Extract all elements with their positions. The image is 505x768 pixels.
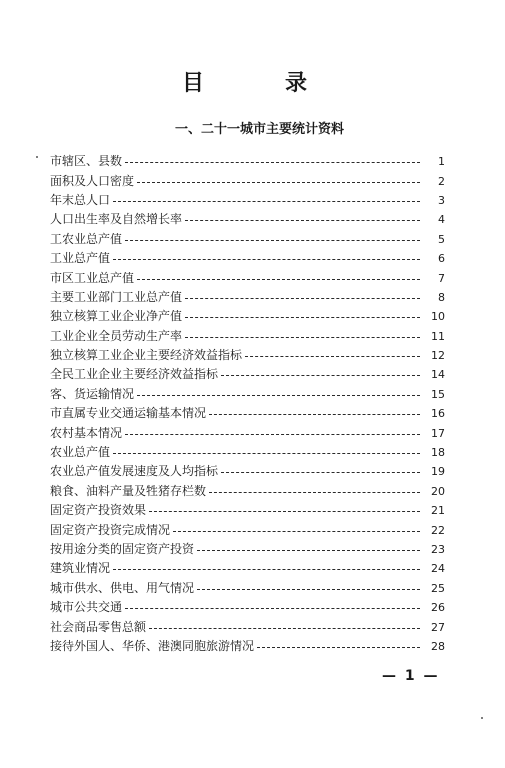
toc-dash-leader bbox=[113, 191, 420, 210]
toc-entry-label: 主要工业部门工业总产值 bbox=[50, 289, 183, 304]
table-of-contents bbox=[50, 152, 445, 656]
toc-entry bbox=[50, 501, 445, 520]
toc-dash-leader bbox=[125, 424, 420, 443]
toc-entry bbox=[50, 307, 445, 326]
toc-entry-label: 人口出生率及自然增长率 bbox=[50, 212, 183, 227]
toc-entry-page: 8 bbox=[438, 290, 445, 304]
toc-entry-label: 客、货运输情况 bbox=[50, 386, 135, 401]
toc-entry bbox=[50, 462, 445, 481]
toc-dash-leader bbox=[221, 365, 420, 384]
toc-entry bbox=[50, 520, 445, 539]
toc-entry-label: 工业总产值 bbox=[50, 251, 111, 266]
toc-entry-page: 25 bbox=[431, 581, 445, 595]
toc-entry bbox=[50, 171, 445, 190]
toc-entry bbox=[50, 423, 445, 442]
toc-entry-label: 粮食、油料产量及牲猪存栏数 bbox=[50, 483, 207, 498]
toc-entry-page: 2 bbox=[438, 174, 445, 188]
toc-entry bbox=[50, 191, 445, 210]
toc-entry-page: 11 bbox=[431, 329, 445, 343]
toc-entry bbox=[50, 249, 445, 268]
toc-entry-page: 26 bbox=[431, 601, 445, 615]
toc-entry-label: 固定资产投资完成情况 bbox=[50, 522, 171, 537]
toc-entry-page: 19 bbox=[431, 465, 445, 479]
toc-entry-page: 22 bbox=[431, 523, 445, 537]
toc-entry-label: 工农业总产值 bbox=[50, 231, 123, 246]
toc-entry-label: 年末总人口 bbox=[50, 192, 111, 207]
toc-dash-leader bbox=[209, 482, 420, 501]
toc-entry-label: 独立核算工业企业净产值 bbox=[50, 309, 183, 324]
toc-entry-page: 3 bbox=[438, 193, 445, 207]
toc-entry bbox=[50, 288, 445, 307]
toc-dash-leader bbox=[221, 462, 420, 481]
toc-entry-page: 10 bbox=[431, 310, 445, 324]
toc-entry-page: 16 bbox=[431, 407, 445, 421]
toc-entry bbox=[50, 404, 445, 423]
toc-entry-label: 农业总产值 bbox=[50, 445, 111, 460]
scan-speck bbox=[481, 717, 483, 719]
toc-dash-leader bbox=[125, 598, 420, 617]
page-title bbox=[0, 68, 505, 98]
toc-dash-leader bbox=[125, 230, 420, 249]
toc-entry-page: 17 bbox=[431, 426, 445, 440]
toc-entry-label: 市直属专业交通运输基本情况 bbox=[50, 406, 207, 421]
toc-entry-page: 1 bbox=[438, 155, 445, 169]
toc-entry-label: 按用途分类的固定资产投资 bbox=[50, 542, 195, 556]
toc-entry-page: 7 bbox=[438, 271, 445, 285]
toc-entry-page: 24 bbox=[431, 562, 445, 576]
toc-entry-page: 18 bbox=[431, 446, 445, 460]
toc-dash-leader bbox=[185, 288, 420, 307]
toc-dash-leader bbox=[137, 269, 420, 288]
toc-entry bbox=[50, 540, 445, 559]
toc-entry-label: 农业总产值发展速度及人均指标 bbox=[50, 464, 219, 479]
toc-entry-page: 14 bbox=[431, 368, 445, 382]
section-heading: 一、二十一城市主要统计资料 bbox=[174, 122, 344, 137]
toc-dash-leader bbox=[125, 152, 420, 171]
toc-entry-label: 社会商品零售总额 bbox=[50, 619, 147, 634]
toc-entry bbox=[50, 637, 445, 656]
scan-speck bbox=[36, 156, 38, 158]
toc-entry bbox=[50, 598, 445, 617]
toc-entry-label: 工业企业全员劳动生产率 bbox=[50, 328, 183, 343]
toc-entry-label: 全民工业企业主要经济效益指标 bbox=[50, 367, 219, 382]
toc-entry-page: 5 bbox=[438, 232, 445, 246]
toc-dash-leader bbox=[185, 327, 420, 346]
toc-entry bbox=[50, 443, 445, 462]
toc-dash-leader bbox=[197, 540, 420, 559]
toc-entry bbox=[50, 346, 445, 365]
toc-entry bbox=[50, 579, 445, 598]
toc-dash-leader bbox=[149, 501, 420, 520]
toc-entry-page: 27 bbox=[431, 620, 445, 634]
toc-dash-leader bbox=[185, 307, 420, 326]
toc-dash-leader bbox=[149, 618, 420, 637]
toc-dash-leader bbox=[113, 249, 420, 268]
toc-dash-leader bbox=[257, 637, 420, 656]
toc-dash-leader bbox=[245, 346, 420, 365]
toc-entry bbox=[50, 210, 445, 229]
toc-dash-leader bbox=[113, 559, 420, 578]
toc-entry-page: 23 bbox=[431, 543, 445, 556]
toc-dash-leader bbox=[209, 404, 420, 423]
toc-entry-label: 市区工业总产值 bbox=[50, 270, 135, 285]
toc-entry bbox=[50, 559, 445, 578]
toc-entry bbox=[50, 230, 445, 249]
toc-entry bbox=[50, 268, 445, 287]
toc-entry bbox=[50, 482, 445, 501]
toc-dash-leader bbox=[197, 579, 420, 598]
toc-entry-label: 接待外国人、华侨、港澳同胞旅游情况 bbox=[50, 638, 255, 653]
toc-entry-label: 市辖区、县数 bbox=[50, 154, 123, 169]
toc-entry-page: 21 bbox=[431, 504, 445, 518]
title-char-2: 录 bbox=[285, 70, 308, 96]
toc-entry bbox=[50, 327, 445, 346]
toc-dash-leader bbox=[113, 443, 420, 462]
toc-entry-page: 20 bbox=[431, 484, 445, 498]
toc-entry-page: 4 bbox=[438, 213, 445, 227]
toc-dash-leader bbox=[173, 521, 420, 540]
toc-entry-page: 28 bbox=[431, 639, 445, 653]
toc-dash-leader bbox=[137, 385, 420, 404]
toc-entry-label: 城市公共交通 bbox=[50, 600, 123, 615]
page-number: — 1 — bbox=[382, 668, 440, 684]
toc-dash-leader bbox=[185, 210, 420, 229]
toc-entry-label: 建筑业情况 bbox=[50, 561, 111, 576]
toc-entry-page: 15 bbox=[431, 387, 445, 401]
toc-entry-label: 农村基本情况 bbox=[50, 425, 123, 440]
toc-entry bbox=[50, 152, 445, 171]
toc-entry-page: 12 bbox=[431, 349, 445, 363]
toc-entry-page: 6 bbox=[438, 252, 445, 266]
toc-dash-leader bbox=[137, 172, 420, 191]
toc-entry bbox=[50, 385, 445, 404]
toc-entry-label: 固定资产投资效果 bbox=[50, 503, 147, 518]
toc-entry-label: 城市供水、供电、用气情况 bbox=[50, 580, 195, 595]
toc-entry-label: 面积及人口密度 bbox=[50, 173, 135, 188]
title-char-1: 目 bbox=[182, 70, 205, 96]
toc-entry-label: 独立核算工业企业主要经济效益指标 bbox=[50, 348, 243, 363]
toc-entry bbox=[50, 617, 445, 636]
toc-entry bbox=[50, 365, 445, 384]
